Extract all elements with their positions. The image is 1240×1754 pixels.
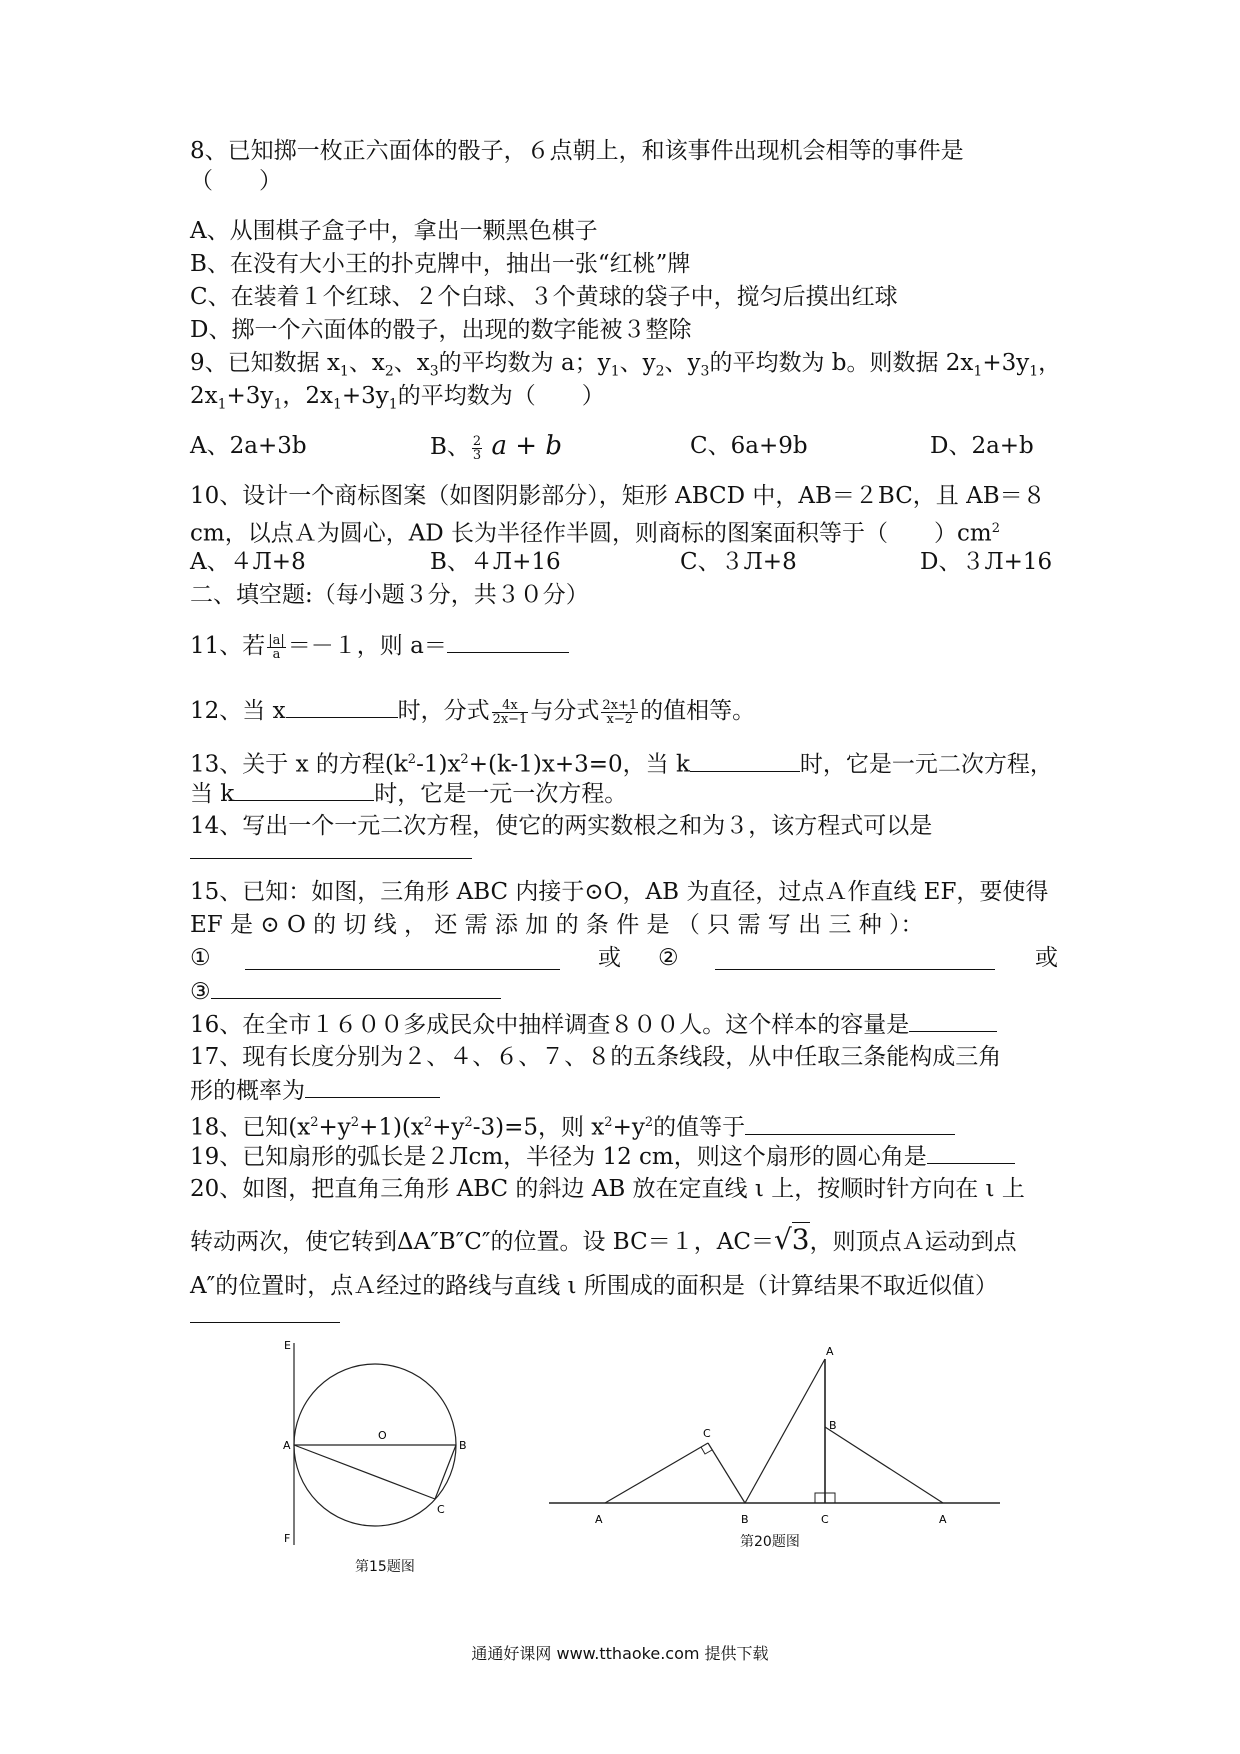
label-a: A [283, 1439, 291, 1452]
q13-text: 当 k [190, 781, 235, 807]
numerator: |a| [268, 632, 285, 648]
subscript: 1 [339, 363, 349, 380]
q15-line4 [190, 976, 1060, 1007]
fraction [267, 634, 286, 661]
circled-number: ② [658, 945, 679, 971]
answer-blank[interactable] [909, 1009, 997, 1032]
q9-option-d: D、2a+b [930, 433, 1034, 459]
q13-line2 [190, 778, 1060, 809]
q13-text: +(k-1)x+3=0，当 k [468, 751, 690, 778]
chord-ac [294, 1445, 435, 1499]
numerator: 4x [492, 699, 529, 713]
superscript: 2 [991, 521, 1001, 536]
q14-line2 [190, 836, 1060, 867]
q13-text: -1)x [416, 751, 461, 778]
answer-blank[interactable] [745, 1112, 955, 1135]
label-c: C [437, 1503, 445, 1516]
q18-text: 的值等于 [653, 1114, 746, 1141]
label-f: F [284, 1532, 291, 1545]
q9-text: ， [1038, 350, 1062, 376]
segment-cb [708, 1443, 745, 1503]
label-o: O [378, 1429, 387, 1442]
q12-text: 12、当 x [190, 698, 286, 724]
numerator: 2x+1 [602, 697, 638, 713]
denominator: 2x−1 [492, 711, 528, 727]
q8-stem: 8、已知掷一枚正六面体的骰子，６点朝上，和该事件出现机会相等的事件是 [190, 138, 964, 164]
q20-text: ，则顶点Ａ运动到点 [809, 1229, 1017, 1255]
superscript: 2 [350, 1115, 360, 1130]
label-b-mid: B [829, 1419, 837, 1432]
subscript: 1 [332, 396, 342, 413]
denominator: 3 [472, 447, 482, 463]
q15-line2: EF 是 ⊙ O 的 切 线 ， 还 需 添 加 的 条 件 是 （ 只 需 写 出 三 种 ）： [190, 912, 924, 938]
label-b: B [459, 1439, 467, 1452]
q12-text: 的值相等。 [640, 698, 756, 724]
figure-20 [545, 1335, 1015, 1535]
subscript: 3 [700, 363, 710, 380]
answer-blank[interactable] [305, 1075, 440, 1098]
q9-text: +3y [226, 383, 274, 409]
q10-line1: 10、设计一个商标图案（如图阴影部分），矩形 ABCD 中，AB＝２BC，且 AB＝８ [190, 483, 1046, 509]
q18-text: 18、已知(x [190, 1114, 311, 1141]
q18-text: +y [612, 1114, 645, 1141]
figure-15-caption: 第15题图 [355, 1559, 415, 1575]
subscript: 1 [610, 363, 620, 380]
q20-text: 转动两次，使它转到ΔA″B″C″的位置。设 BC＝１，AC＝ [190, 1229, 774, 1255]
label-a-top: A [826, 1345, 834, 1358]
denominator: a [272, 646, 281, 662]
q9-text: ，2x [282, 383, 333, 409]
q19-text: 19、已知扇形的弧长是２Лcm，半径为 12 cm，则这个扇形的圆心角是 [190, 1144, 927, 1170]
q14-line1: 14、写出一个一元二次方程，使它的两实数根之和为３，该方程式可以是 [190, 813, 933, 839]
q9-text: +3y [982, 350, 1030, 376]
q19 [190, 1141, 1060, 1172]
subscript: 1 [1029, 363, 1039, 380]
answer-blank[interactable] [715, 947, 995, 970]
q9-text: 的平均数为（ ） [397, 383, 605, 409]
section-heading: 二、填空题:（每小题３分，共３０分） [190, 582, 589, 608]
q8-option-b: B、在没有大小王的扑克牌中，抽出一张“红桃”牌 [190, 251, 691, 277]
q9-text: 9、已知数据 x [190, 350, 340, 376]
answer-blank[interactable] [927, 1141, 1015, 1164]
subscript: 1 [273, 396, 283, 413]
q13-text: 时，它是一元二次方程， [799, 751, 1053, 778]
q9-text: 、x [393, 350, 430, 376]
right-angle-mark [701, 1447, 712, 1454]
q9-option-a: A、2a+3b [190, 433, 307, 459]
answer-blank[interactable] [190, 836, 472, 859]
superscript: 2 [604, 1115, 613, 1130]
q8-option-a: A、从围棋子盒子中，拿出一颗黑色棋子 [190, 218, 598, 244]
q17-line1: 17、现有长度分别为２、４、６、７、８的五条线段，从中任取三条能构成三角 [190, 1044, 1002, 1070]
q11-text: 11、若 [190, 633, 266, 659]
q8-option-d: D、掷一个六面体的骰子，出现的数字能被３整除 [190, 317, 692, 343]
q15-or: 或 [598, 945, 621, 971]
label-e: E [284, 1339, 291, 1352]
q9-text: 、y [664, 350, 701, 376]
q8-paren: （ ） [190, 168, 282, 194]
q10-option-b: B、４Л+16 [430, 549, 561, 575]
q18-text: +1)(x [359, 1114, 424, 1141]
q10-option-d: D、３Л+16 [920, 549, 1053, 575]
q13-text: 13、关于 x 的方程(k [190, 751, 408, 778]
q20-line4 [190, 1300, 1060, 1331]
subscript: 2 [655, 363, 665, 380]
q10-option-c: C、３Л+8 [680, 549, 797, 575]
answer-blank[interactable] [447, 630, 569, 653]
q18-text: +y [318, 1114, 351, 1141]
circled-number: ③ [190, 979, 211, 1005]
fraction [472, 435, 482, 462]
subscript: 2 [384, 363, 394, 380]
answer-blank[interactable] [190, 1300, 340, 1323]
superscript: 2 [310, 1115, 319, 1130]
q9-text: 2x [190, 383, 218, 409]
label-c1: C [703, 1427, 711, 1440]
q8-option-c: C、在装着１个红球、２个白球、３个黄球的袋子中，搅匀后摸出红球 [190, 284, 898, 310]
label-a1: A [595, 1513, 603, 1526]
q17-text: 形的概率为 [190, 1078, 305, 1104]
q20-line3: A″的位置时，点Ａ经过的路线与直线 ι 所围成的面积是（计算结果不取近似值） [190, 1273, 998, 1299]
superscript: 2 [423, 1115, 433, 1130]
superscript: 2 [644, 1115, 654, 1130]
subscript: 3 [429, 363, 439, 380]
footer: 通通好课网 www.tthaoke.com 提供下载 [471, 1644, 769, 1663]
q12-text: 时，分式 [397, 698, 490, 724]
q9-text: 、y [619, 350, 656, 376]
subscript: 1 [388, 396, 398, 413]
chord-bc [435, 1445, 456, 1499]
sqrt-symbol: √3 [773, 1223, 810, 1256]
circled-number: ① [190, 945, 211, 971]
q18-text: +y [432, 1114, 465, 1141]
q13-text: 时，它是一元一次方程。 [374, 781, 628, 807]
answer-blank[interactable] [245, 947, 560, 970]
q16 [190, 1009, 1060, 1040]
q10-option-a: A、４Л+8 [190, 549, 306, 575]
q15-or: 或 [1035, 945, 1058, 971]
segment-ac [605, 1443, 708, 1503]
q20-line1: 20、如图，把直角三角形 ABC 的斜边 AB 放在定直线 ι 上，按顺时针方向在 ι 上 [190, 1176, 1025, 1202]
q9-text: +3y [341, 383, 389, 409]
q10-line2 [190, 514, 1060, 549]
q12 [190, 695, 1060, 726]
q12-text: 与分式 [530, 698, 600, 724]
subscript: 1 [973, 363, 983, 380]
q13-line1 [190, 745, 1060, 780]
superscript: 2 [460, 752, 469, 767]
figure-20-caption: 第20题图 [740, 1534, 800, 1550]
q9-text: 、x [348, 350, 385, 376]
q15-line1: 15、已知：如图，三角形 ABC 内接于⊙O，AB 为直径，过点Ａ作直线 EF，要使得 [190, 879, 1049, 905]
segment-ba [745, 1359, 825, 1503]
subscript: 1 [217, 396, 227, 413]
answer-blank[interactable] [286, 695, 398, 718]
q9-option-c: C、6a+9b [690, 433, 808, 459]
q11 [190, 630, 1060, 661]
q18 [190, 1108, 1060, 1143]
option-letter: B、 [430, 434, 470, 460]
q11-text: ＝－１，则 a＝ [287, 633, 447, 659]
q18-text: -3)=5，则 x [472, 1114, 605, 1141]
label-c2: C [821, 1513, 829, 1526]
q9-text: 的平均数为 b。则数据 2x [709, 350, 974, 376]
q20-line2 [190, 1225, 1060, 1257]
segment-b-a [825, 1427, 943, 1503]
superscript: 2 [407, 752, 417, 767]
denominator: x−2 [606, 711, 633, 727]
q9-option-b [430, 431, 562, 462]
superscript: 2 [464, 1115, 473, 1130]
figure-15 [280, 1335, 530, 1550]
answer-blank[interactable] [690, 749, 800, 772]
q16-text: 16、在全市１６００多成民众中抽样调查８００人。这个样本的容量是 [190, 1012, 910, 1038]
label-b1: B [741, 1513, 749, 1526]
answer-blank[interactable] [234, 778, 374, 801]
fraction [601, 699, 638, 726]
q9-line2 [190, 381, 1060, 420]
q10-text: cm，以点Ａ为圆心，AD 长为半径作半圆，则商标的图案面积等于（ ）cm [190, 520, 992, 547]
label-a2: A [939, 1513, 947, 1526]
fraction [492, 699, 529, 726]
q9-text: 的平均数为 a；y [438, 350, 611, 376]
q17-line2 [190, 1075, 1060, 1106]
answer-blank[interactable] [211, 976, 501, 999]
sqrt-value: 3 [791, 1223, 810, 1256]
option-expression: a + b [491, 431, 562, 461]
numerator: 2 [472, 433, 482, 449]
